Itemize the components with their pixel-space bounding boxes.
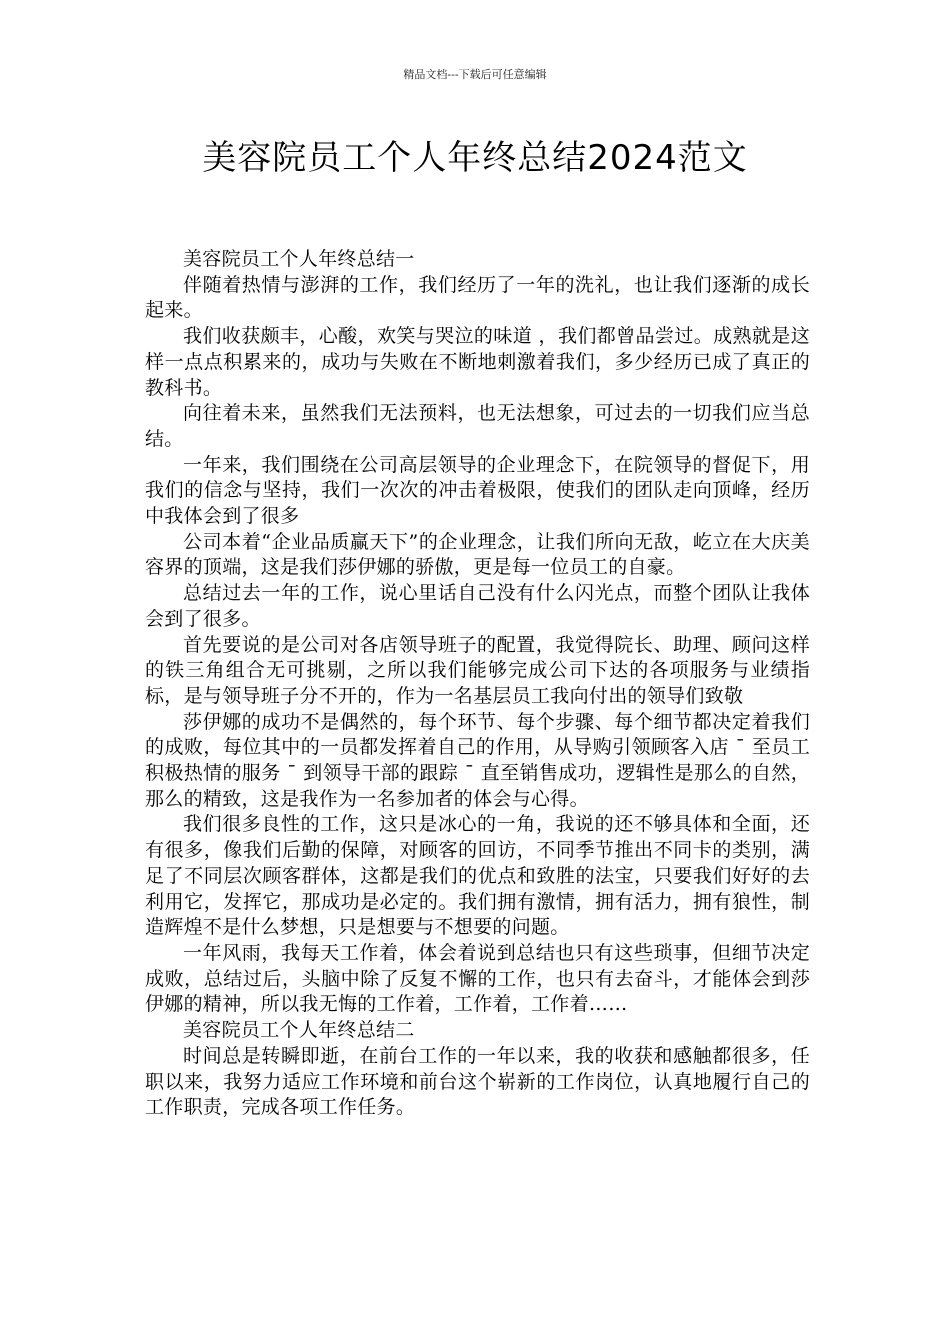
paragraph: 我们很多良性的工作，这只是冰心的一角，我说的还不够具体和全面，还有很多，像我们后勤的保障，对顾客的回访，不同季节推出不同卡的类别，满足了不同层次顾客群体，这都是我们的优点和致胜的法宝，只要我们好好的去利用它，发挥它，那成功是必定的。我们拥有激情，拥有活力，拥有狼性，制造辉煌不是什么梦想，只是想要与不想要的问题。 xyxy=(145,813,810,939)
paragraph: 一年风雨，我每天工作着，体会着说到总结也只有这些琐事，但细节决定成败，总结过后，头脑中除了反复不懈的工作，也只有去奋斗，才能体会到莎伊娜的精神，所以我无悔的工作着，工作着，工作着…… xyxy=(145,941,810,1016)
paragraph: 时间总是转瞬即逝，在前台工作的一年以来，我的收获和感触都很多，任职以来，我努力适应工作环境和前台这个崭新的工作岗位，认真地履行自己的工作职责，完成各项工作任务。 xyxy=(145,1044,810,1119)
paragraph: 总结过去一年的工作，说心里话自己没有什么闪光点，而整个团队让我体会到了很多。 xyxy=(145,582,810,630)
section-heading-1: 美容院员工个人年终总结一 xyxy=(183,248,415,270)
paragraph: 公司本着“企业品质赢天下”的企业理念，让我们所向无敌，屹立在大庆美容界的顶端，这是我们莎伊娜的骄傲，更是每一位员工的自豪。 xyxy=(145,530,810,579)
document-body xyxy=(145,247,810,1121)
page-header: 精品文档---下载后可任意编辑 xyxy=(403,68,547,81)
paragraph: 莎伊娜的成功不是偶然的，每个环节、每个步骤、每个细节都决定着我们的成败，每位其中的一员都发挥着自己的作用，从导购引领顾客入店 ¯ 至员工积极热情的服务 ¯ 到领导干部的跟踪 ¯ 直至销售成功，逻辑性是那么的自然，那么的精致，这是我作为一名参加者的体会与心得。 xyxy=(145,710,810,810)
section-heading-2: 美容院员工个人年终总结二 xyxy=(183,1019,415,1042)
paragraph: 首先要说的是公司对各店领导班子的配置，我觉得院长、助理、顾问这样的铁三角组合无可挑剔，之所以我们能够完成公司下达的各项服务与业绩指标，是与领导班子分不开的，作为一名基层员工我向付出的领导们致敬 xyxy=(145,633,810,707)
paragraph: 我们收获颇丰，心酸，欢笑与哭泣的味道 ，我们都曾品尝过。成熟就是这样一点点积累来的，成功与失败在不断地刺激着我们，多少经历已成了真正的教科书。 xyxy=(145,325,810,399)
document-title: 美容院员工个人年终总结2024范文 xyxy=(202,138,748,178)
paragraph: 向往着未来，虽然我们无法预料，也无法想象，可过去的一切我们应当总结。 xyxy=(145,402,810,450)
paragraph: 一年来，我们围绕在公司高层领导的企业理念下，在院领导的督促下，用我们的信念与坚持，我们一次次的冲击着极限，使我们的团队走向顶峰，经历中我体会到了很多 xyxy=(145,453,810,528)
paragraph: 伴随着热情与澎湃的工作，我们经历了一年的洗礼，也让我们逐渐的成长起来。 xyxy=(145,273,810,322)
